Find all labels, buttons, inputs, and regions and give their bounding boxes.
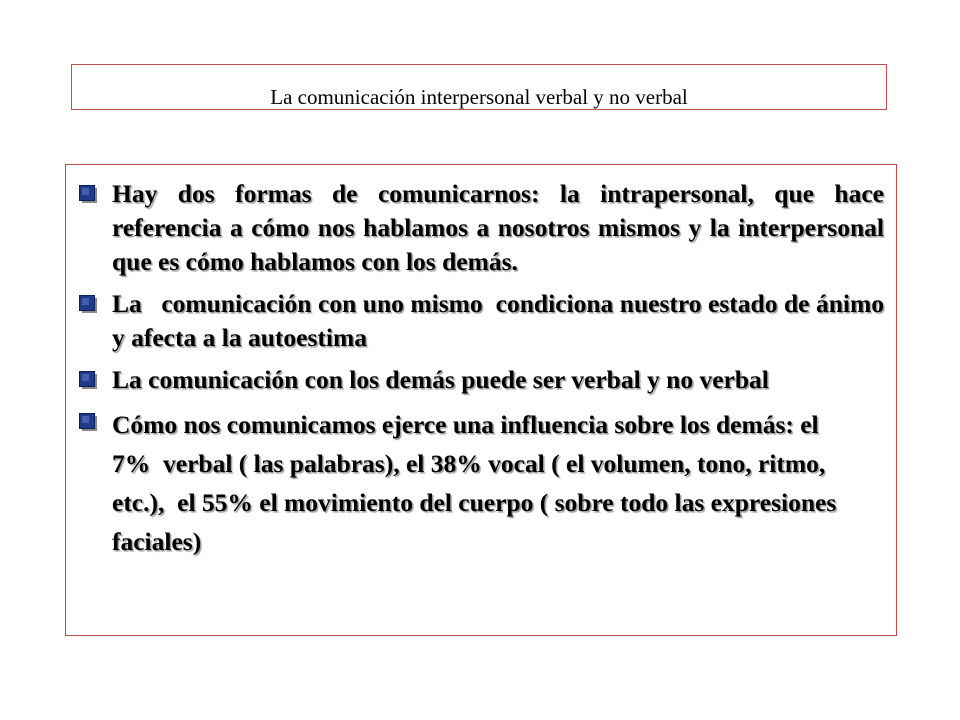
title-box — [71, 64, 887, 110]
checkbox-bullet-icon — [79, 413, 98, 432]
bullet-item — [78, 287, 891, 355]
bullet-item — [78, 177, 884, 279]
bullet-item — [78, 363, 884, 397]
checkbox-bullet-icon — [79, 295, 98, 314]
bullet-text: La comunicación con los demás puede ser verbal y no verbal — [112, 365, 769, 394]
content-box — [65, 164, 897, 636]
bullet-item — [78, 405, 852, 561]
bullet-text: Hay dos formas de comunicarnos: la intrapersonal, que hace referencia a cómo nos hablamos a nosotros mismos y la interpersonal que es cómo hablamos con los demás. — [112, 179, 884, 276]
checkbox-bullet-icon — [79, 185, 98, 204]
slide-title: La comunicación interpersonal verbal y no verbal — [270, 85, 688, 109]
checkbox-bullet-icon — [79, 371, 98, 390]
bullet-text: Cómo nos comunicamos ejerce una influencia sobre los demás: el 7% verbal ( las palabras), el 38% vocal ( el volumen, tono, ritmo, etc.), el 55% el movimiento del cuerpo ( sobre todo las expresiones faciales) — [112, 410, 843, 556]
bullet-list — [78, 177, 891, 569]
bullet-text: La comunicación con uno mismo condiciona nuestro estado de ánimo y afecta a la autoestima — [112, 289, 891, 352]
